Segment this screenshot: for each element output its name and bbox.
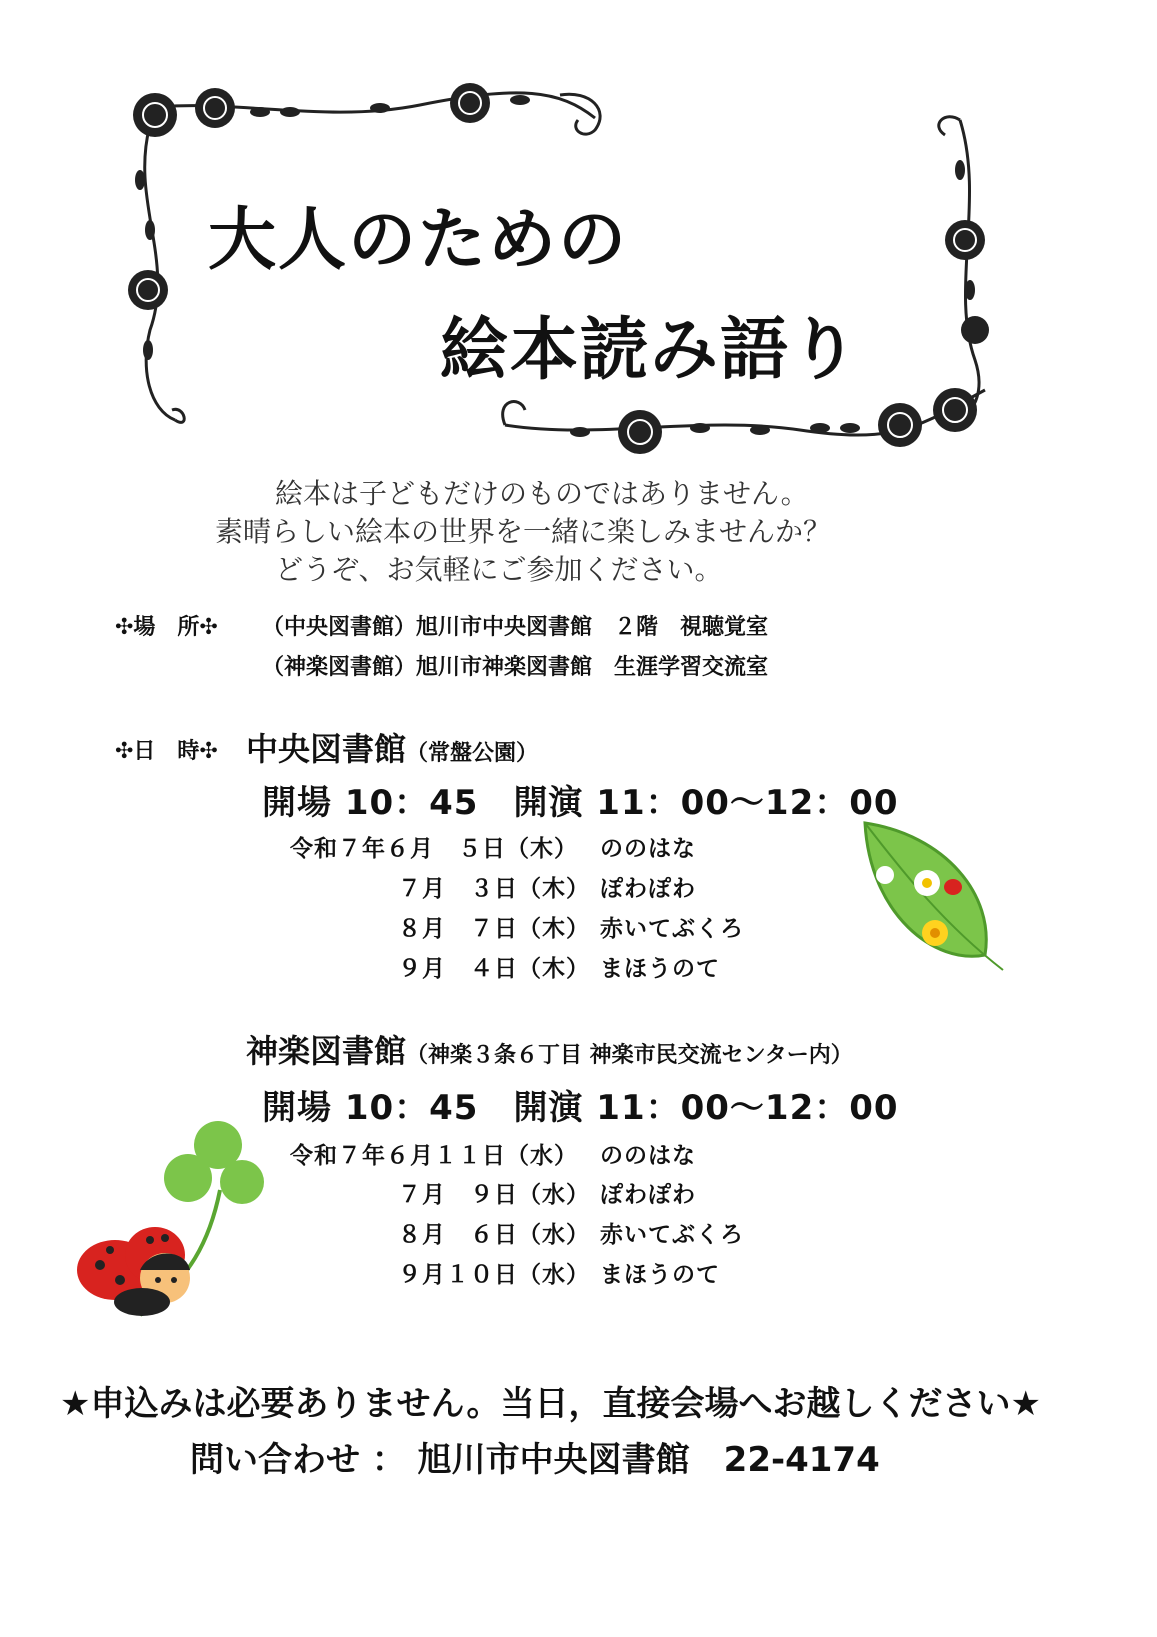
intro-line-2: 素晴らしい絵本の世界を一緒に楽しみませんか？ [215, 515, 832, 548]
central-date-1: 令和７年６月 ５日（木） [290, 836, 578, 862]
contact-text: 問い合わせ ： 旭川市中央図書館 22-4174 [190, 1440, 880, 1480]
central-title-1: ののはな [600, 836, 696, 862]
place-central: （中央図書館）旭川市中央図書館 ２階 視聴覚室 [262, 615, 769, 640]
central-library-heading [246, 724, 538, 770]
central-date-4: ９月 ４日（木） [398, 956, 590, 982]
title-line-2: 絵本読み語り [440, 311, 861, 390]
kagura-date-2: ７月 ９日（水） [398, 1182, 590, 1208]
kagura-date-1: 令和７年６月１１日（水） [290, 1143, 578, 1169]
kagura-times: 開場 10：45 開演 11：00～12：00 [262, 1088, 899, 1128]
central-times: 開場 10：45 開演 11：00～12：00 [262, 783, 899, 823]
intro-line-3: どうぞ、お気軽にご参加ください。 [275, 553, 723, 586]
central-date-3: ８月 ７日（木） [398, 916, 590, 942]
central-library-note: （常盤公園） [406, 741, 539, 766]
central-title-3: 赤いてぶくろ [600, 916, 744, 942]
kagura-library-name: 神楽図書館 [246, 1032, 407, 1070]
kagura-title-2: ぽわぽわ [600, 1182, 696, 1208]
leaf-flower-illustration [855, 815, 1005, 975]
kagura-date-4: ９月１０日（水） [398, 1262, 590, 1288]
central-library-name: 中央図書館 [246, 730, 407, 768]
kagura-title-3: 赤いてぶくろ [600, 1222, 744, 1248]
datetime-label: ✣日 時✣ [115, 739, 218, 764]
kagura-library-heading [246, 1026, 853, 1072]
kagura-library-note: （神楽３条６丁目 神楽市民交流センター内） [406, 1043, 853, 1068]
intro-line-1: 絵本は子どもだけのものではありません。 [275, 477, 809, 510]
central-title-2: ぽわぽわ [600, 876, 696, 902]
place-kagura: （神楽図書館）旭川市神楽図書館 生涯学習交流室 [262, 655, 769, 680]
place-label: ✣場 所✣ [115, 615, 218, 640]
notice-text: ★申込みは必要ありません。当日，直接会場へお越しください★ [60, 1384, 1041, 1424]
ladybug-clover-illustration [70, 1120, 270, 1320]
kagura-title-4: まほうのて [600, 1262, 720, 1288]
kagura-title-1: ののはな [600, 1143, 696, 1169]
title-line-1: 大人のための [208, 201, 629, 280]
central-date-2: ７月 ３日（木） [398, 876, 590, 902]
kagura-date-3: ８月 ６日（水） [398, 1222, 590, 1248]
central-title-4: まほうのて [600, 956, 720, 982]
